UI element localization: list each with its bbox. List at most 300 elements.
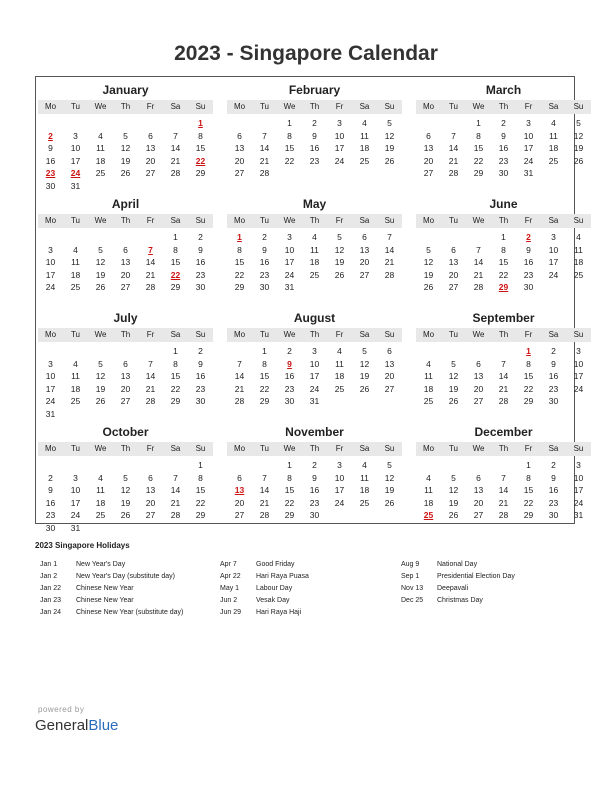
day-cell: 21 xyxy=(473,269,484,280)
day-cell: 8 xyxy=(287,472,292,483)
weekday-header: Mo xyxy=(44,216,57,225)
empty-day-cell xyxy=(277,167,302,180)
weekday-header: Th xyxy=(498,102,509,111)
holiday-day-cell: 1 xyxy=(526,346,531,356)
week-row xyxy=(227,167,402,180)
day-cell: 17 xyxy=(70,155,81,166)
holiday-item xyxy=(220,571,309,583)
empty-day-cell xyxy=(63,231,88,244)
day-cell: 19 xyxy=(448,383,459,394)
weekday-header: Su xyxy=(195,216,206,225)
empty-day-cell xyxy=(302,281,327,294)
day-cell: 22 xyxy=(284,497,295,508)
day-cell: 16 xyxy=(309,485,320,495)
weekday-header: Su xyxy=(573,444,584,453)
brand-logo[interactable] xyxy=(35,717,118,734)
weekday-header: Su xyxy=(573,216,584,225)
week-row xyxy=(416,383,591,396)
day-cell: 7 xyxy=(501,472,506,483)
weekday-header: Mo xyxy=(44,330,57,339)
day-cell: 23 xyxy=(498,155,509,166)
holiday-date: Jun 29 xyxy=(220,609,242,616)
day-cell: 21 xyxy=(234,383,245,394)
day-cell: 27 xyxy=(120,282,131,292)
day-cell: 25 xyxy=(70,396,81,406)
day-cell: 3 xyxy=(312,346,317,356)
week-row xyxy=(38,370,213,383)
day-cell: 21 xyxy=(384,257,395,267)
empty-day-cell xyxy=(441,459,466,472)
day-cell: 21 xyxy=(145,269,156,280)
day-cell: 10 xyxy=(309,358,320,369)
empty-day-cell xyxy=(163,408,188,421)
day-cell: 22 xyxy=(259,383,270,394)
day-cell: 5 xyxy=(98,358,103,369)
day-cell: 3 xyxy=(48,358,53,369)
week-row xyxy=(38,244,213,257)
day-cell: 6 xyxy=(476,358,481,369)
empty-day-cell xyxy=(491,345,516,358)
week-row xyxy=(416,395,591,408)
day-cell: 7 xyxy=(173,472,178,483)
day-cell: 28 xyxy=(448,168,459,178)
month-march xyxy=(416,81,591,180)
day-cell: 13 xyxy=(120,371,131,381)
weekday-header: Sa xyxy=(359,216,370,225)
day-cell: 25 xyxy=(95,168,106,178)
day-cell: 20 xyxy=(120,269,131,280)
holiday-name: Chinese New Year xyxy=(76,585,134,592)
day-cell: 4 xyxy=(73,244,78,255)
day-cell: 8 xyxy=(173,244,178,255)
day-cell: 20 xyxy=(234,155,245,166)
day-cell: 17 xyxy=(334,485,345,495)
empty-day-cell xyxy=(88,522,113,535)
month-january xyxy=(38,81,213,192)
week-row xyxy=(38,231,213,244)
week-row xyxy=(38,383,213,396)
day-cell: 10 xyxy=(548,244,559,255)
day-cell: 11 xyxy=(310,244,319,255)
day-cell: 11 xyxy=(360,472,369,483)
holiday-name: Vesak Day xyxy=(256,597,290,604)
day-cell: 20 xyxy=(234,497,245,508)
empty-day-cell xyxy=(377,395,402,408)
day-cell: 1 xyxy=(476,118,481,128)
empty-day-cell xyxy=(38,459,63,472)
day-cell: 18 xyxy=(95,497,106,508)
weeks xyxy=(416,345,591,408)
day-cell: 6 xyxy=(451,244,456,255)
holiday-name: Hari Raya Puasa xyxy=(256,573,309,580)
week-row xyxy=(227,117,402,130)
day-cell: 7 xyxy=(387,232,392,242)
day-cell: 20 xyxy=(473,383,484,394)
day-cell: 6 xyxy=(123,244,128,255)
day-cell: 25 xyxy=(573,269,584,280)
day-cell: 7 xyxy=(173,130,178,141)
day-cell: 23 xyxy=(309,497,320,508)
day-cell: 19 xyxy=(120,155,131,166)
empty-day-cell xyxy=(188,408,213,421)
weekday-header: We xyxy=(283,330,296,339)
holiday-name: Deepavali xyxy=(437,585,469,592)
weekday-header-row xyxy=(416,214,591,228)
month-september xyxy=(416,309,591,408)
holiday-date: Aug 9 xyxy=(401,561,420,568)
day-cell: 6 xyxy=(123,358,128,369)
day-cell: 8 xyxy=(526,472,531,483)
week-row xyxy=(416,269,591,282)
day-cell: 24 xyxy=(573,497,584,508)
holiday-name: Christmas Day xyxy=(437,597,483,604)
holiday-name: Chinese New Year xyxy=(76,597,134,604)
day-cell: 9 xyxy=(48,143,53,153)
weekday-header-row xyxy=(38,442,213,456)
day-cell: 13 xyxy=(473,371,484,381)
weekday-header: Th xyxy=(498,216,509,225)
weekday-header: Fr xyxy=(335,444,344,453)
day-cell: 11 xyxy=(71,257,80,267)
holiday-date: Jun 2 xyxy=(220,597,238,604)
day-cell: 11 xyxy=(424,371,433,381)
day-cell: 9 xyxy=(262,244,267,255)
day-cell: 21 xyxy=(448,155,459,166)
week-row xyxy=(38,180,213,193)
empty-day-cell xyxy=(113,459,138,472)
day-cell: 22 xyxy=(473,155,484,166)
day-cell: 30 xyxy=(548,510,559,520)
day-cell: 24 xyxy=(45,396,56,406)
day-cell: 10 xyxy=(334,130,345,141)
weekday-header: Th xyxy=(498,444,509,453)
day-cell: 11 xyxy=(424,485,433,495)
day-cell: 6 xyxy=(476,472,481,483)
day-cell: 24 xyxy=(70,510,81,520)
day-cell: 25 xyxy=(359,155,370,166)
month-december xyxy=(416,423,591,522)
day-cell: 11 xyxy=(71,371,80,381)
day-cell: 20 xyxy=(145,155,156,166)
day-cell: 29 xyxy=(523,510,534,520)
weekday-header: We xyxy=(283,216,296,225)
week-row xyxy=(227,231,402,244)
week-row xyxy=(416,358,591,371)
empty-day-cell xyxy=(113,345,138,358)
day-cell: 16 xyxy=(548,485,559,495)
day-cell: 19 xyxy=(448,497,459,508)
day-cell: 23 xyxy=(45,510,56,520)
day-cell: 1 xyxy=(501,232,506,242)
day-cell: 2 xyxy=(551,346,556,356)
weekday-header: Mo xyxy=(44,102,57,111)
day-cell: 17 xyxy=(523,143,534,153)
day-cell: 26 xyxy=(120,510,131,520)
day-cell: 17 xyxy=(573,371,584,381)
month-name: June xyxy=(489,197,518,211)
holiday-column xyxy=(220,559,309,619)
day-cell: 24 xyxy=(334,155,345,166)
empty-day-cell xyxy=(327,509,352,522)
empty-day-cell xyxy=(416,459,441,472)
day-cell: 16 xyxy=(195,257,206,267)
day-cell: 10 xyxy=(45,257,56,267)
holiday-day-cell: 2 xyxy=(48,130,53,141)
day-cell: 30 xyxy=(523,282,534,292)
day-cell: 5 xyxy=(337,232,342,242)
day-cell: 18 xyxy=(70,269,81,280)
weekday-header: Fr xyxy=(146,216,155,225)
holiday-item xyxy=(220,583,309,595)
weekday-header: Mo xyxy=(44,444,57,453)
weeks xyxy=(227,345,402,408)
week-row xyxy=(227,358,402,371)
weekday-header: Th xyxy=(309,330,320,339)
day-cell: 1 xyxy=(173,232,178,242)
holiday-day-cell: 7 xyxy=(148,244,153,255)
day-cell: 28 xyxy=(234,396,245,406)
weekday-header: Th xyxy=(120,444,131,453)
weekday-header: Th xyxy=(309,444,320,453)
weeks xyxy=(416,459,591,522)
holiday-name: Chinese New Year (substitute day) xyxy=(76,609,184,616)
day-cell: 15 xyxy=(170,257,181,267)
day-cell: 22 xyxy=(523,383,534,394)
holiday-day-cell: 13 xyxy=(234,485,245,495)
day-cell: 10 xyxy=(523,130,534,141)
weeks xyxy=(416,231,591,294)
empty-day-cell xyxy=(416,345,441,358)
weeks xyxy=(416,117,591,180)
day-cell: 14 xyxy=(234,371,245,381)
holiday-date: Apr 22 xyxy=(220,573,241,580)
day-cell: 6 xyxy=(426,130,431,141)
empty-day-cell xyxy=(88,117,113,130)
day-cell: 9 xyxy=(501,130,506,141)
holiday-name: National Day xyxy=(437,561,478,568)
day-cell: 29 xyxy=(259,396,270,406)
holiday-date: Jan 23 xyxy=(40,597,62,604)
weekday-header: Fr xyxy=(335,330,344,339)
day-cell: 11 xyxy=(96,485,105,495)
day-cell: 31 xyxy=(309,396,320,406)
day-cell: 8 xyxy=(237,244,242,255)
empty-day-cell xyxy=(327,167,352,180)
weekday-header: Mo xyxy=(422,102,435,111)
day-cell: 27 xyxy=(384,383,395,394)
day-cell: 15 xyxy=(284,485,295,495)
day-cell: 13 xyxy=(120,257,131,267)
day-cell: 14 xyxy=(170,143,181,153)
day-cell: 28 xyxy=(145,396,156,406)
week-row xyxy=(416,281,591,294)
day-cell: 20 xyxy=(145,497,156,508)
week-row xyxy=(38,117,213,130)
empty-day-cell xyxy=(138,345,163,358)
day-cell: 31 xyxy=(573,510,584,520)
day-cell: 29 xyxy=(234,282,245,292)
empty-day-cell xyxy=(227,117,252,130)
weekday-header-row xyxy=(416,100,591,114)
day-cell: 28 xyxy=(170,510,181,520)
holiday-item xyxy=(401,595,515,607)
day-cell: 29 xyxy=(473,168,484,178)
day-cell: 17 xyxy=(45,269,56,280)
day-cell: 19 xyxy=(334,257,345,267)
day-cell: 28 xyxy=(145,282,156,292)
day-cell: 7 xyxy=(148,358,153,369)
weeks xyxy=(38,117,213,192)
week-row xyxy=(416,484,591,497)
weekday-header: Mo xyxy=(233,102,246,111)
day-cell: 14 xyxy=(170,485,181,495)
day-cell: 12 xyxy=(448,485,459,495)
holiday-column xyxy=(40,559,183,619)
empty-day-cell xyxy=(163,459,188,472)
holiday-item xyxy=(401,583,515,595)
day-cell: 16 xyxy=(309,143,320,153)
week-row xyxy=(416,256,591,269)
day-cell: 4 xyxy=(312,232,317,242)
month-name: September xyxy=(472,311,535,325)
weekday-header-row xyxy=(227,328,402,342)
day-cell: 30 xyxy=(309,510,320,520)
weekday-header: Th xyxy=(120,330,131,339)
day-cell: 26 xyxy=(573,155,584,166)
empty-day-cell xyxy=(441,345,466,358)
week-row xyxy=(227,383,402,396)
week-row xyxy=(416,155,591,168)
day-cell: 11 xyxy=(96,143,105,153)
weekday-header-row xyxy=(227,442,402,456)
day-cell: 21 xyxy=(170,155,181,166)
week-row xyxy=(227,472,402,485)
day-cell: 23 xyxy=(284,383,295,394)
week-row xyxy=(38,408,213,421)
day-cell: 28 xyxy=(170,168,181,178)
day-cell: 26 xyxy=(448,396,459,406)
day-cell: 18 xyxy=(334,371,345,381)
day-cell: 4 xyxy=(337,346,342,356)
holiday-name: Presidential Election Day xyxy=(437,573,515,580)
day-cell: 20 xyxy=(448,269,459,280)
day-cell: 23 xyxy=(195,269,206,280)
day-cell: 14 xyxy=(145,257,156,267)
day-cell: 6 xyxy=(362,232,367,242)
day-cell: 13 xyxy=(145,143,156,153)
week-row xyxy=(416,167,591,180)
day-cell: 19 xyxy=(95,383,106,394)
week-row xyxy=(38,358,213,371)
weekday-header: Su xyxy=(195,102,206,111)
weekday-header: We xyxy=(94,102,107,111)
empty-day-cell xyxy=(227,345,252,358)
day-cell: 23 xyxy=(195,383,206,394)
day-cell: 2 xyxy=(198,346,203,356)
day-cell: 7 xyxy=(262,130,267,141)
day-cell: 4 xyxy=(362,118,367,128)
empty-day-cell xyxy=(113,180,138,193)
day-cell: 27 xyxy=(234,168,245,178)
day-cell: 13 xyxy=(423,143,434,153)
weeks xyxy=(227,459,402,522)
day-cell: 12 xyxy=(423,257,434,267)
day-cell: 5 xyxy=(576,118,581,128)
day-cell: 26 xyxy=(95,396,106,406)
empty-day-cell xyxy=(163,522,188,535)
holiday-day-cell: 24 xyxy=(70,168,81,178)
empty-day-cell xyxy=(138,408,163,421)
week-row xyxy=(227,509,402,522)
weekday-header: Sa xyxy=(548,444,559,453)
empty-day-cell xyxy=(327,281,352,294)
weekday-header: We xyxy=(94,330,107,339)
day-cell: 9 xyxy=(312,130,317,141)
month-october xyxy=(38,423,213,534)
day-cell: 28 xyxy=(384,269,395,280)
day-cell: 13 xyxy=(448,257,459,267)
day-cell: 14 xyxy=(448,143,459,153)
holiday-name: Labour Day xyxy=(256,585,293,592)
day-cell: 5 xyxy=(387,460,392,470)
day-cell: 4 xyxy=(426,358,431,369)
holiday-day-cell: 9 xyxy=(287,358,292,369)
weekday-header: We xyxy=(94,216,107,225)
day-cell: 25 xyxy=(309,269,320,280)
weekday-header: Fr xyxy=(524,102,533,111)
day-cell: 4 xyxy=(576,232,581,242)
day-cell: 27 xyxy=(234,510,245,520)
week-row xyxy=(38,142,213,155)
holiday-date: Nov 13 xyxy=(401,585,424,592)
day-cell: 2 xyxy=(198,232,203,242)
holiday-item xyxy=(40,607,183,619)
day-cell: 21 xyxy=(259,155,270,166)
day-cell: 17 xyxy=(284,257,295,267)
day-cell: 29 xyxy=(523,396,534,406)
month-name: April xyxy=(111,197,140,211)
day-cell: 7 xyxy=(501,358,506,369)
day-cell: 1 xyxy=(287,460,292,470)
day-cell: 6 xyxy=(148,472,153,483)
empty-day-cell xyxy=(352,281,377,294)
week-row xyxy=(227,395,402,408)
day-cell: 1 xyxy=(198,460,203,470)
day-cell: 25 xyxy=(334,383,345,394)
day-cell: 5 xyxy=(451,472,456,483)
week-row xyxy=(38,130,213,143)
day-cell: 13 xyxy=(234,143,245,153)
empty-day-cell xyxy=(377,281,402,294)
day-cell: 11 xyxy=(574,244,583,255)
day-cell: 15 xyxy=(473,143,484,153)
day-cell: 12 xyxy=(384,130,395,141)
holiday-item xyxy=(40,595,183,607)
weekday-header: Su xyxy=(384,330,395,339)
day-cell: 28 xyxy=(473,282,484,292)
day-cell: 28 xyxy=(498,510,509,520)
weekday-header: Sa xyxy=(548,102,559,111)
day-cell: 17 xyxy=(45,383,56,394)
day-cell: 14 xyxy=(473,257,484,267)
day-cell: 5 xyxy=(362,346,367,356)
day-cell: 5 xyxy=(123,130,128,141)
day-cell: 3 xyxy=(337,460,342,470)
day-cell: 10 xyxy=(334,472,345,483)
weekday-header: Su xyxy=(384,216,395,225)
week-row xyxy=(227,370,402,383)
day-cell: 8 xyxy=(262,358,267,369)
